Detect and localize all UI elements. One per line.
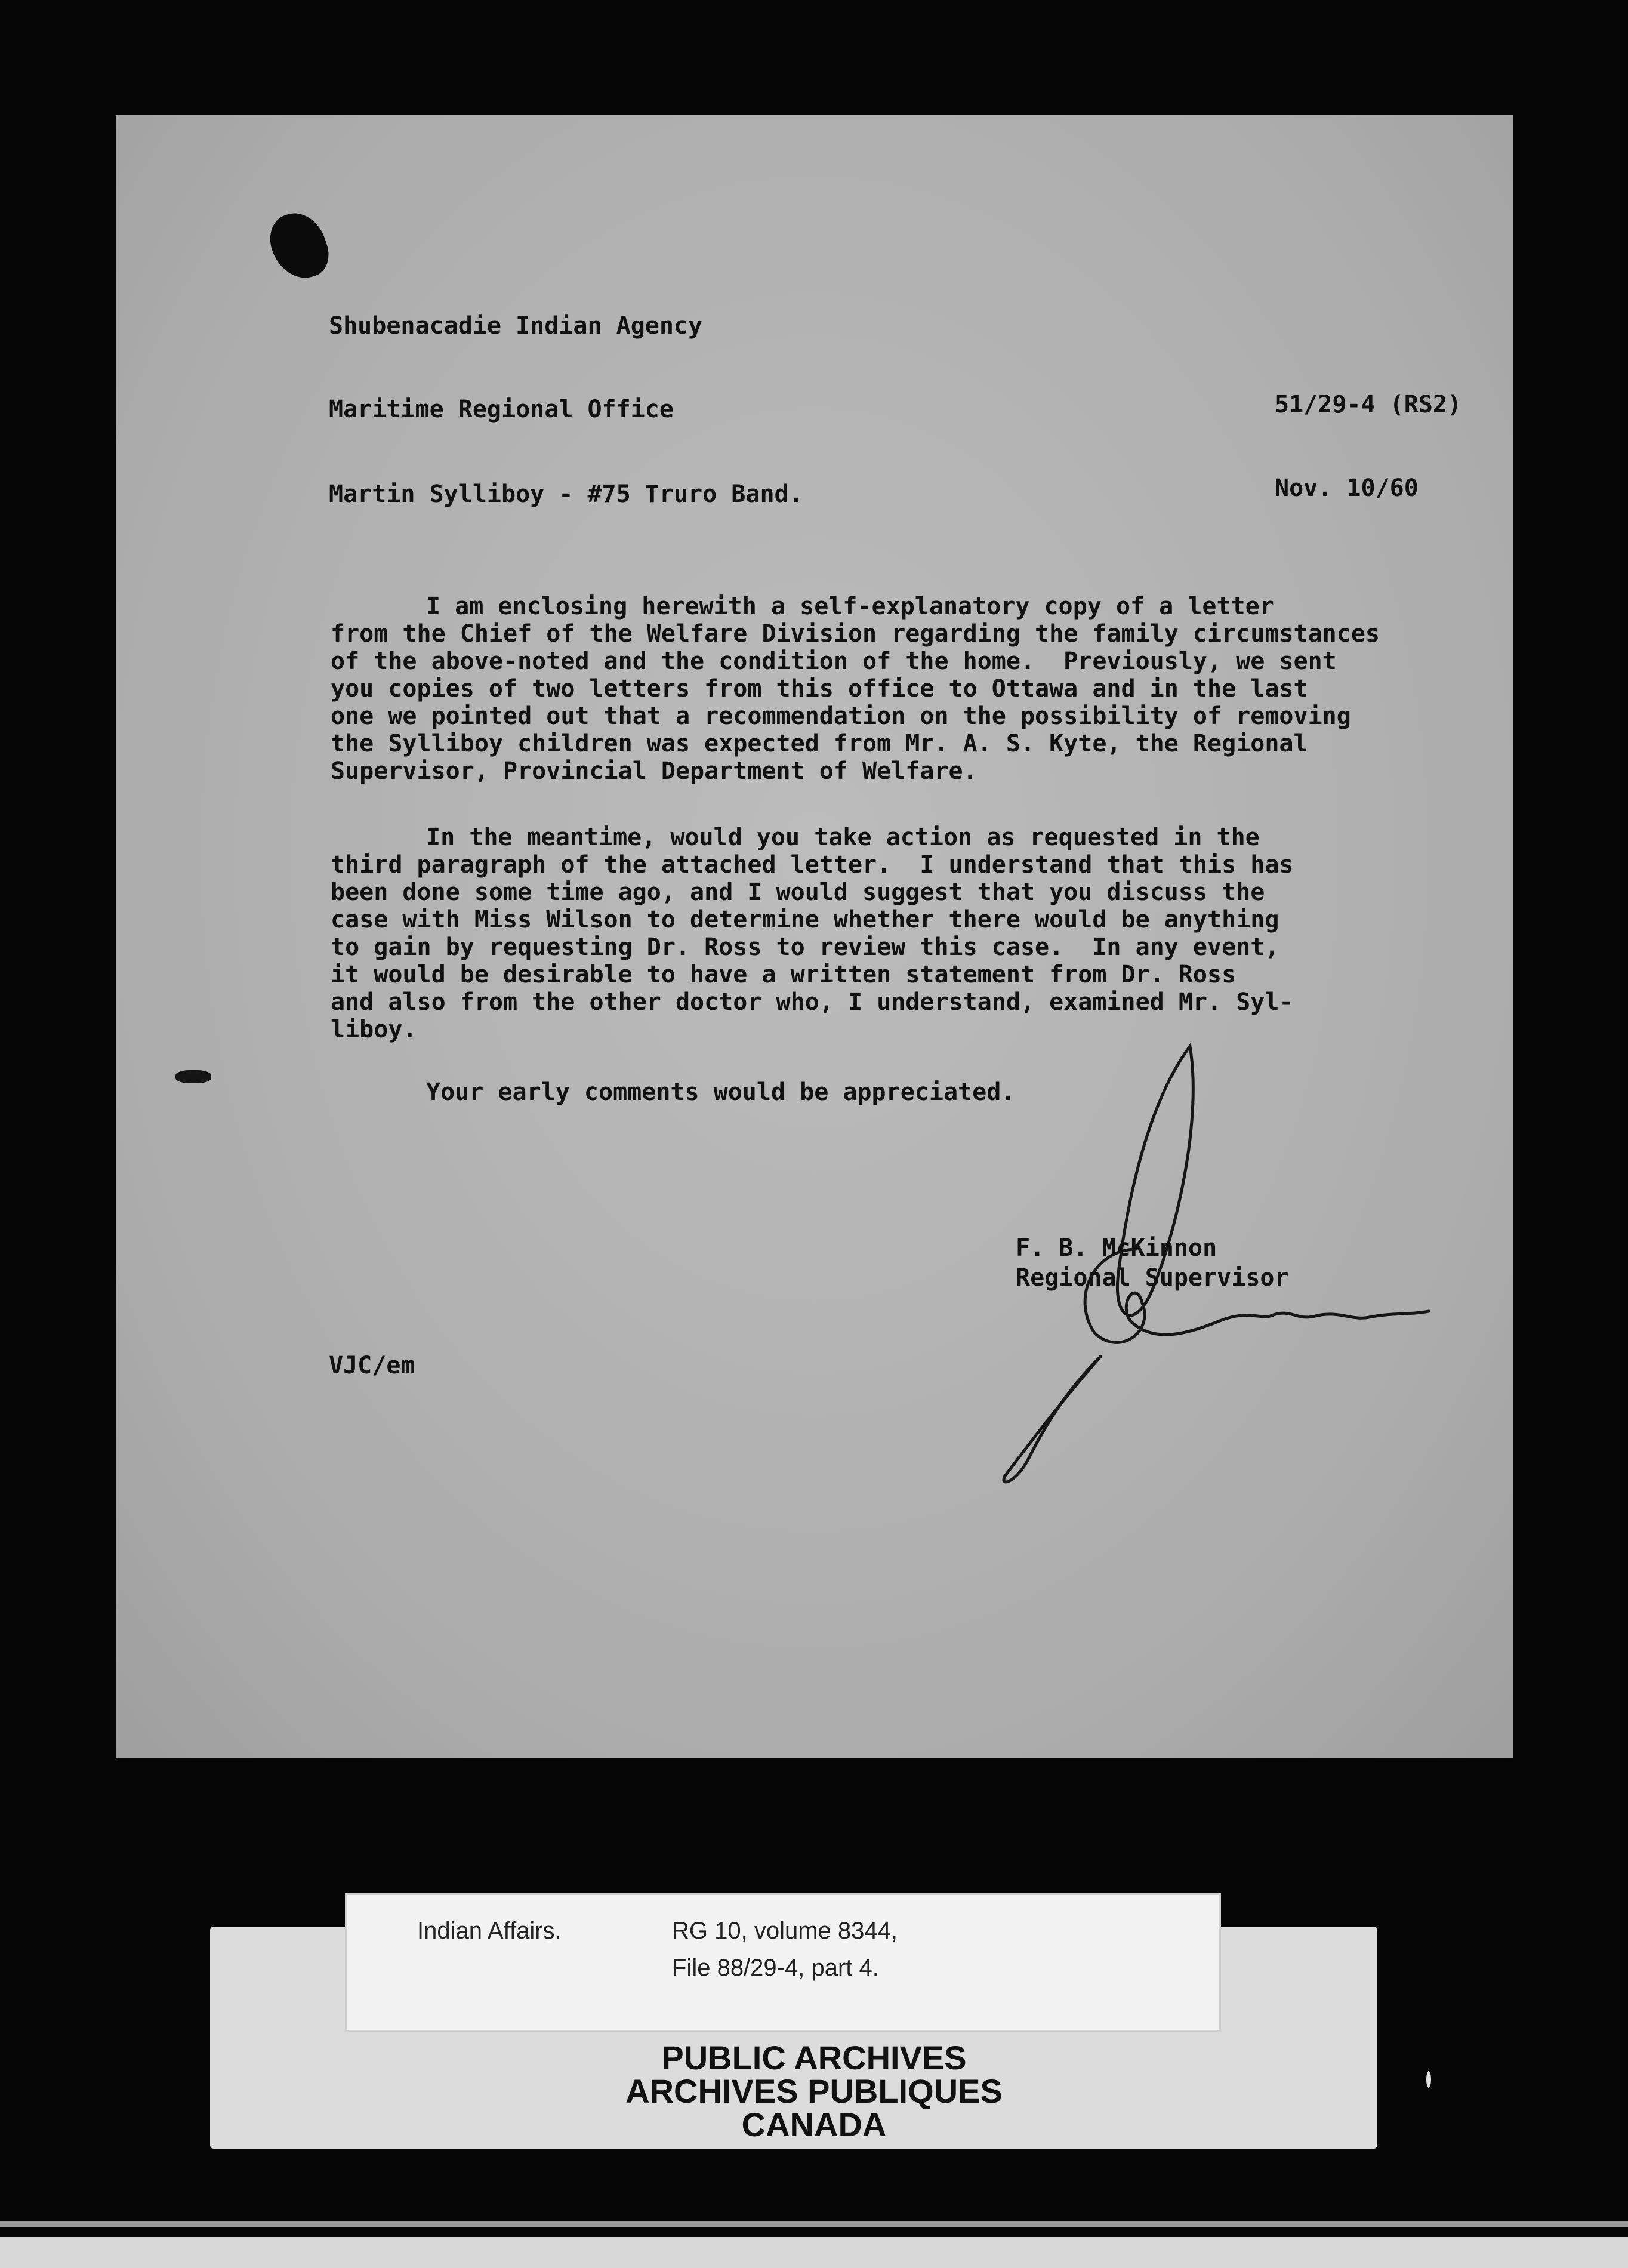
paragraph-line: of the above-noted and the condition of the home. Previously, we sent — [331, 648, 1337, 675]
signatory-title: Regional Supervisor — [1016, 1264, 1289, 1292]
collection-name: Indian Affairs. — [417, 1918, 562, 1944]
film-speck — [1426, 2071, 1431, 2088]
file-reference-label: File 88/29-4, part 4. — [672, 1955, 879, 1981]
film-edge-strip — [0, 2221, 1628, 2227]
punch-mark — [175, 1070, 211, 1083]
paragraph-line: been done some time ago, and I would suggest that you discuss the — [331, 879, 1265, 906]
paragraph-line: from the Chief of the Welfare Division regarding the family circumstances — [331, 620, 1380, 648]
file-reference: 51/29-4 (RS2) — [1275, 391, 1462, 418]
paragraph-line: third paragraph of the attached letter. I understand that this has — [331, 851, 1294, 879]
signatory-name: F. B. McKinnon — [1016, 1234, 1217, 1262]
paragraph-line: to gain by requesting Dr. Ross to review this case. In any event, — [331, 933, 1279, 961]
subject-line: Martin Sylliboy - #75 Truro Band. — [329, 480, 803, 508]
paragraph-line: the Sylliboy children was expected from Mr. A. S. Kyte, the Regional — [331, 730, 1308, 757]
stamp-line-1: PUBLIC ARCHIVES — [661, 2039, 967, 2076]
volume-reference: RG 10, volume 8344, — [672, 1918, 898, 1944]
agency-heading: Shubenacadie Indian Agency — [329, 312, 703, 340]
film-edge-base — [0, 2237, 1628, 2268]
paragraph-line: you copies of two letters from this office to Ottawa and in the last — [331, 675, 1308, 702]
stamp-line-3: CANADA — [741, 2106, 887, 2143]
paragraph-line: and also from the other doctor who, I understand, examined Mr. Syl- — [331, 988, 1294, 1016]
stamp-line-2: ARCHIVES PUBLIQUES — [625, 2072, 1003, 2110]
letter-page — [116, 115, 1513, 1758]
paragraph-line: Supervisor, Provincial Department of Welfare. — [331, 757, 978, 785]
paragraph-line: case with Miss Wilson to determine whether there would be anything — [331, 906, 1279, 933]
letter-date: Nov. 10/60 — [1275, 474, 1419, 502]
paragraph-line: In the meantime, would you take action as requested in the — [426, 824, 1260, 851]
paragraph-line: it would be desirable to have a written statement from Dr. Ross — [331, 961, 1237, 988]
paragraph-line: I am enclosing herewith a self-explanatory copy of a letter — [426, 593, 1274, 620]
closing-line: Your early comments would be appreciated. — [426, 1078, 1016, 1106]
archive-reference-label — [345, 1893, 1221, 2032]
paragraph-line: one we pointed out that a recommendation on the possibility of removing — [331, 702, 1351, 730]
typist-initials: VJC/em — [329, 1352, 415, 1379]
office-heading: Maritime Regional Office — [329, 396, 674, 423]
paragraph-line: liboy. — [331, 1016, 417, 1043]
ink-blot — [263, 206, 335, 286]
